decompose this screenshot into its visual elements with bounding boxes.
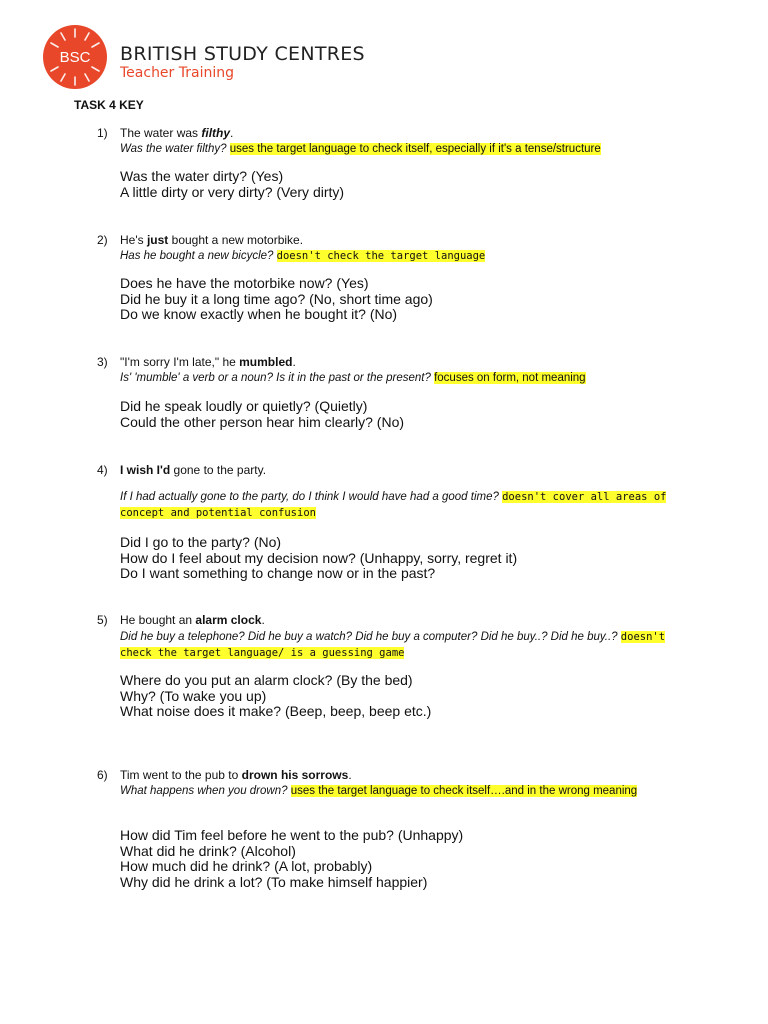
- item-number: 1): [97, 126, 108, 140]
- concept-check-question: Is' 'mumble' a verb or a noun? Is it in the past or the present? focuses on form, not meaning: [120, 372, 586, 384]
- feedback-highlight: doesn't check the target language/ is a guessing game: [120, 631, 666, 659]
- question-item: Did he buy it a long time ago? (No, short time ago): [120, 290, 433, 307]
- target-language: I wish I'd: [120, 463, 171, 477]
- target-language: alarm clock: [195, 613, 262, 627]
- question-list: [120, 535, 517, 582]
- task-title: TASK 4 KEY: [74, 98, 144, 112]
- logo-text: BSC: [59, 49, 91, 66]
- question-list: [120, 828, 463, 890]
- item-statement: I wish I'd gone to the party.: [120, 463, 267, 477]
- question-item: Could the other person hear him clearly? (No): [120, 413, 405, 430]
- item-number: 2): [97, 233, 108, 247]
- item-number: 4): [97, 463, 108, 477]
- question-item: Did he speak loudly or quietly? (Quietly): [120, 398, 368, 414]
- question-list: [120, 169, 344, 200]
- question-item: Why did he drink a lot? (To make himself happier): [120, 873, 428, 890]
- target-language: just: [146, 233, 169, 247]
- question-item: Do I want something to change now or in the past?: [120, 565, 436, 581]
- brand-block: [120, 44, 365, 81]
- item-statement: He's just bought a new motorbike.: [120, 233, 304, 247]
- item-number: 3): [97, 355, 108, 369]
- question-item: Does he have the motorbike now? (Yes): [120, 275, 369, 291]
- concept-check-question: If I had actually gone to the party, do I think I would have had a good time? doesn't cover all areas of concept and potential confusion: [120, 491, 667, 519]
- feedback-highlight: doesn't check the target language: [276, 250, 486, 262]
- question-list: [120, 399, 404, 430]
- brand-name: BRITISH STUDY CENTRES: [120, 43, 365, 65]
- item-statement: He bought an alarm clock.: [120, 613, 265, 627]
- item-number: 6): [97, 768, 108, 782]
- question-item: Where do you put an alarm clock? (By the bed): [120, 672, 413, 688]
- question-list: [120, 673, 431, 720]
- question-item: A little dirty or very dirty? (Very dirty): [120, 183, 345, 200]
- question-item: Did I go to the party? (No): [120, 534, 282, 550]
- target-language: drown his sorrows: [241, 768, 349, 782]
- feedback-highlight: doesn't cover all areas of concept and potential confusion: [120, 491, 667, 519]
- item-statement: Tim went to the pub to drown his sorrows.: [120, 768, 352, 782]
- concept-check-question: What happens when you drown? uses the target language to check itself….and in the wrong meaning: [120, 785, 638, 797]
- brand-subtitle: Teacher Training: [120, 65, 234, 81]
- bsc-logo: [43, 25, 107, 89]
- question-list: [120, 276, 433, 323]
- target-language: mumbled: [239, 355, 293, 369]
- question-item: Why? (To wake you up): [120, 687, 267, 704]
- feedback-highlight: focuses on form, not meaning: [434, 372, 586, 384]
- question-item: How much did he drink? (A lot, probably): [120, 858, 373, 874]
- feedback-highlight: uses the target language to check itself….and in the wrong meaning: [290, 785, 638, 797]
- question-item: What did he drink? (Alcohol): [120, 842, 296, 859]
- question-item: How did Tim feel before he went to the pub? (Unhappy): [120, 827, 464, 843]
- item-number: 5): [97, 613, 108, 627]
- question-item: How do I feel about my decision now? (Unhappy, sorry, regret it): [120, 549, 518, 566]
- feedback-highlight: uses the target language to check itself, especially if it's a tense/structure: [229, 143, 601, 155]
- question-item: Was the water dirty? (Yes): [120, 168, 284, 184]
- concept-check-question: Has he bought a new bicycle? doesn't check the target language: [120, 250, 486, 262]
- question-item: What noise does it make? (Beep, beep, beep etc.): [120, 703, 432, 719]
- question-item: Do we know exactly when he bought it? (No): [120, 306, 398, 322]
- target-language: filthy: [201, 126, 231, 140]
- item-statement: "I'm sorry I'm late," he mumbled.: [120, 355, 296, 369]
- concept-check-question: Was the water filthy? uses the target language to check itself, especially if it's a tense/structure: [120, 143, 601, 155]
- item-statement: The water was filthy.: [120, 126, 234, 140]
- concept-check-question: Did he buy a telephone? Did he buy a watch? Did he buy a computer? Did he buy..? Did he buy..? doesn't check the target language/ is a guessing game: [120, 631, 666, 659]
